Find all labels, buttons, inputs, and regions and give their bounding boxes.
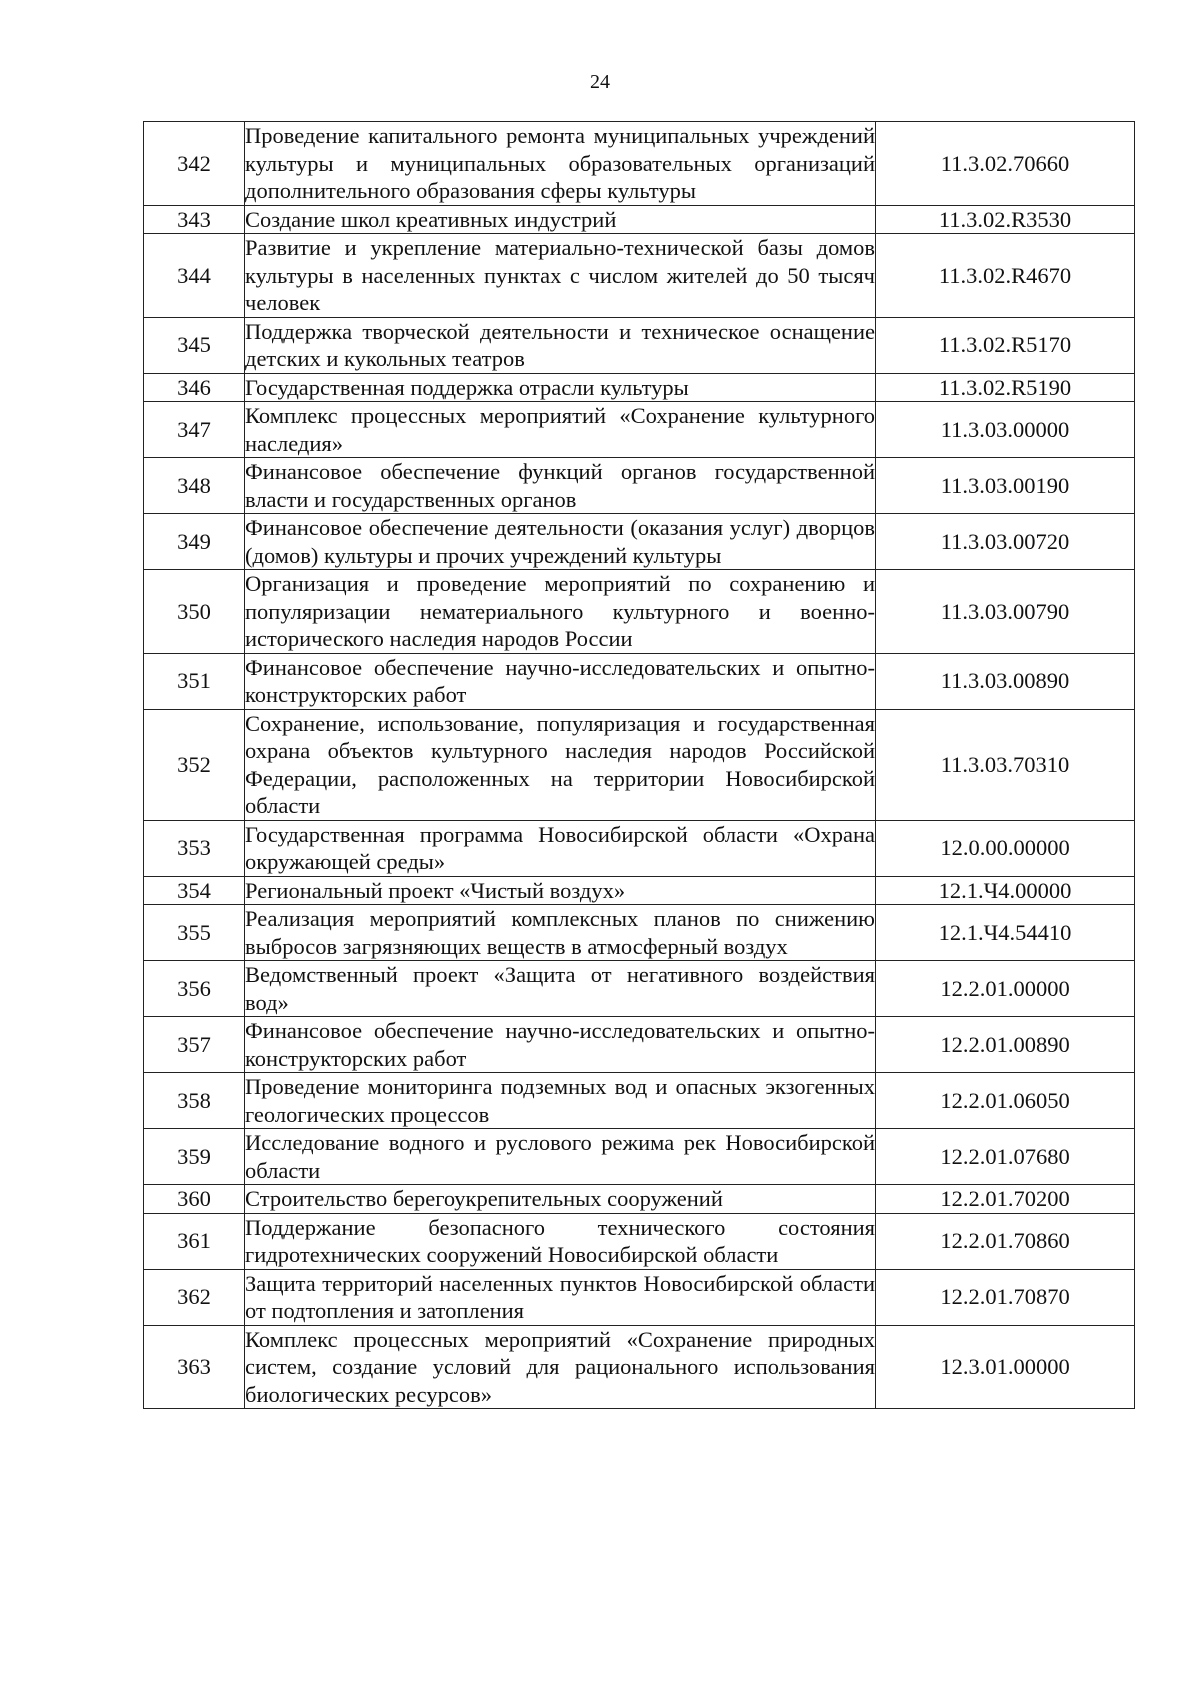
row-number-cell: 361: [144, 1213, 245, 1269]
table-row: [144, 1073, 1135, 1129]
row-name-cell: Сохранение, использование, популяризация и государственная охрана объектов культурного наследия народов Российской Федерации, расположенных на территории Новосибирской области: [245, 710, 875, 818]
row-name-cell: Комплекс процессных мероприятий «Сохранение природных систем, создание условий для рационального использования биологических ресурсов»: [245, 1326, 875, 1407]
row-name-cell: Государственная программа Новосибирской области «Охрана окружающей среды»: [245, 821, 875, 874]
table-row: [144, 402, 1135, 458]
row-name-cell: Организация и проведение мероприятий по сохранению и популяризации нематериального культурного и военно-исторического наследия народов России: [245, 571, 875, 651]
row-code-cell: 12.2.01.70870: [876, 1269, 1135, 1325]
budget-classification-table: [143, 121, 1135, 1409]
row-code-cell: 12.2.01.06050: [876, 1073, 1135, 1129]
row-number-cell: 359: [144, 1129, 245, 1185]
row-code-cell: 11.3.03.00890: [876, 653, 1135, 709]
row-code-cell: 12.2.01.00000: [876, 961, 1135, 1017]
row-code-cell: 11.3.03.00720: [876, 514, 1135, 570]
table-body: [144, 122, 1135, 1409]
row-number-cell: 357: [144, 1017, 245, 1073]
row-code-cell: 12.0.00.00000: [876, 820, 1135, 876]
table-row: [144, 905, 1135, 961]
row-name-cell: Исследование водного и руслового режима рек Новосибирской области: [245, 1130, 875, 1183]
table-row: [144, 653, 1135, 709]
row-number-cell: 342: [144, 122, 245, 206]
table-row: [144, 1017, 1135, 1073]
row-name-cell: Поддержание безопасного технического состояния гидротехнических сооружений Новосибирской области: [245, 1214, 875, 1267]
row-number-cell: 348: [144, 458, 245, 514]
row-code-cell: 12.2.01.70860: [876, 1213, 1135, 1269]
table-row: [144, 514, 1135, 570]
row-number-cell: 343: [144, 205, 245, 234]
table-row: [144, 1325, 1135, 1409]
table-row: [144, 570, 1135, 654]
table-row: [144, 1129, 1135, 1185]
row-name-cell: Финансовое обеспечение деятельности (оказания услуг) дворцов (домов) культуры и прочих учреждений культуры: [245, 515, 875, 568]
row-code-cell: 12.3.01.00000: [876, 1325, 1135, 1409]
row-code-cell: 11.3.02.R5190: [876, 373, 1135, 402]
row-name-cell: Финансовое обеспечение научно-исследовательских и опытно-конструкторских работ: [245, 654, 875, 707]
row-code-cell: 11.3.03.70310: [876, 709, 1135, 820]
row-code-cell: 12.2.01.70200: [876, 1185, 1135, 1214]
row-name-cell: Создание школ креативных индустрий: [245, 205, 876, 234]
row-name-cell: Региональный проект «Чистый воздух»: [245, 876, 876, 905]
row-code-cell: 12.2.01.00890: [876, 1017, 1135, 1073]
row-number-cell: 345: [144, 317, 245, 373]
row-number-cell: 353: [144, 820, 245, 876]
row-number-cell: 355: [144, 905, 245, 961]
table-row: [144, 1213, 1135, 1269]
table-row: [144, 820, 1135, 876]
row-name-cell: Защита территорий населенных пунктов Новосибирской области от подтопления и затопления: [245, 1270, 875, 1323]
row-name-cell: Проведение капитального ремонта муниципальных учреждений культуры и муниципальных образовательных организаций дополнительного образования сферы культуры: [245, 123, 875, 203]
row-number-cell: 352: [144, 709, 245, 820]
row-number-cell: 356: [144, 961, 245, 1017]
table-row: [144, 205, 1135, 234]
row-number-cell: 354: [144, 876, 245, 905]
table-row: [144, 1185, 1135, 1214]
row-code-cell: 11.3.02.R4670: [876, 234, 1135, 318]
row-name-cell: Финансовое обеспечение научно-исследовательских и опытно-конструкторских работ: [245, 1018, 875, 1071]
row-number-cell: 349: [144, 514, 245, 570]
row-name-cell: Ведомственный проект «Защита от негативного воздействия вод»: [245, 962, 875, 1015]
row-code-cell: 11.3.02.R3530: [876, 205, 1135, 234]
page-number: 24: [590, 71, 610, 93]
row-name-cell: Строительство берегоукрепительных сооружений: [245, 1185, 876, 1214]
row-name-cell: Реализация мероприятий комплексных планов по снижению выбросов загрязняющих веществ в атмосферный воздух: [245, 906, 875, 959]
table-row: [144, 876, 1135, 905]
row-name-cell: Поддержка творческой деятельности и техническое оснащение детских и кукольных театров: [245, 318, 875, 371]
row-code-cell: 11.3.02.R5170: [876, 317, 1135, 373]
table-row: [144, 373, 1135, 402]
row-number-cell: 346: [144, 373, 245, 402]
row-number-cell: 351: [144, 653, 245, 709]
table-row: [144, 234, 1135, 318]
row-number-cell: 358: [144, 1073, 245, 1129]
row-name-cell: Комплекс процессных мероприятий «Сохранение культурного наследия»: [245, 403, 875, 456]
table-row: [144, 122, 1135, 206]
row-name-cell: Финансовое обеспечение функций органов государственной власти и государственных органов: [245, 459, 875, 512]
row-code-cell: 11.3.03.00790: [876, 570, 1135, 654]
row-number-cell: 363: [144, 1325, 245, 1409]
table-row: [144, 1269, 1135, 1325]
row-code-cell: 12.1.Ч4.54410: [876, 905, 1135, 961]
row-code-cell: 11.3.03.00190: [876, 458, 1135, 514]
row-code-cell: 12.1.Ч4.00000: [876, 876, 1135, 905]
row-name-cell: Проведение мониторинга подземных вод и опасных экзогенных геологических процессов: [245, 1074, 875, 1127]
table-row: [144, 317, 1135, 373]
row-number-cell: 360: [144, 1185, 245, 1214]
row-number-cell: 362: [144, 1269, 245, 1325]
row-code-cell: 11.3.02.70660: [876, 122, 1135, 206]
row-number-cell: 347: [144, 402, 245, 458]
row-code-cell: 12.2.01.07680: [876, 1129, 1135, 1185]
row-name-cell: Развитие и укрепление материально-технической базы домов культуры в населенных пунктах с числом жителей до 50 тысяч человек: [245, 235, 875, 315]
table-row: [144, 458, 1135, 514]
row-number-cell: 350: [144, 570, 245, 654]
row-code-cell: 11.3.03.00000: [876, 402, 1135, 458]
row-number-cell: 344: [144, 234, 245, 318]
row-name-cell: Государственная поддержка отрасли культуры: [245, 373, 876, 402]
table-row: [144, 709, 1135, 820]
table-row: [144, 961, 1135, 1017]
